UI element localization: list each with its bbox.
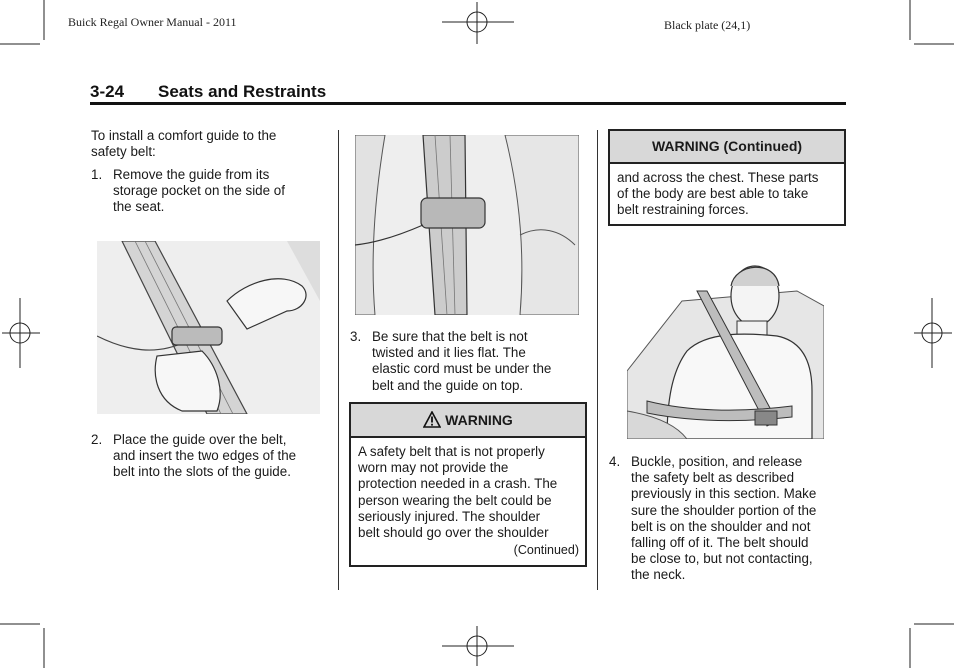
intro-line: safety belt:: [91, 144, 156, 160]
step-line: sure the shoulder portion of the: [631, 502, 817, 518]
warning-body: [351, 438, 585, 558]
step-line: previously in this section. Make: [631, 486, 817, 502]
step-line: belt is on the shoulder and not: [631, 518, 811, 534]
step-line: the neck.: [631, 567, 686, 583]
warning-continued-box: [608, 129, 846, 226]
warning-title: WARNING: [445, 412, 513, 428]
step-1: [91, 167, 331, 219]
warning-header: [351, 404, 585, 438]
step-number: 2.: [91, 432, 103, 447]
step-line: belt and the guide on top.: [372, 377, 524, 393]
page-number: 3-24: [90, 82, 125, 101]
comfort-guide-illustration-1: [97, 241, 320, 414]
step-2: [91, 432, 331, 484]
step-4: [609, 454, 849, 586]
step-line: storage pocket on the side of: [113, 183, 285, 199]
step-line: the seat.: [113, 199, 165, 215]
step-line: Place the guide over the belt,: [113, 432, 287, 447]
step-line: and insert the two edges of the: [113, 448, 297, 464]
warning-line: belt should go over the shoulder: [358, 525, 549, 541]
warning-line: protection needed in a crash. The: [358, 476, 558, 492]
column-divider-1: [338, 130, 339, 590]
intro-line: To install a comfort guide to the: [91, 128, 277, 143]
warning-continued-body: [610, 164, 844, 219]
warning-line: worn may not provide the: [358, 460, 509, 476]
step-line: be close to, but not contacting,: [631, 551, 813, 567]
plate-label: Black plate (24,1): [664, 18, 751, 32]
step-line: the safety belt as described: [631, 470, 795, 486]
warning-line: and across the chest. These parts: [617, 170, 819, 185]
comfort-guide-illustration-2: [355, 135, 579, 315]
step-number: 4.: [609, 454, 621, 469]
warning-box: [349, 402, 587, 567]
intro-paragraph: [91, 128, 331, 160]
step-number: 1.: [91, 167, 103, 182]
step-number: 3.: [350, 329, 362, 344]
warning-triangle-icon: [423, 411, 441, 428]
step-line: belt into the slots of the guide.: [113, 464, 291, 480]
warning-line: A safety belt that is not properly: [358, 444, 545, 459]
step-line: falling off of it. The belt should: [631, 535, 809, 551]
continued-label: (Continued): [513, 543, 579, 558]
step-3: [350, 329, 590, 397]
warning-line: belt restraining forces.: [617, 202, 749, 218]
section-title: Seats and Restraints: [158, 82, 327, 101]
step-line: twisted and it lies flat. The: [372, 345, 526, 361]
seated-occupant-illustration: [627, 261, 824, 439]
warning-line: seriously injured. The shoulder: [358, 508, 541, 524]
warning-line: of the body are best able to take: [617, 186, 809, 202]
column-divider-2: [597, 130, 598, 590]
step-line: Remove the guide from its: [113, 167, 270, 182]
step-line: Buckle, position, and release: [631, 454, 803, 469]
warning-continued-header: WARNING (Continued): [610, 131, 844, 164]
step-line: Be sure that the belt is not: [372, 329, 528, 344]
step-line: elastic cord must be under the: [372, 361, 552, 377]
warning-line: person wearing the belt could be: [358, 492, 552, 508]
heading-rule: [90, 102, 846, 105]
manual-title: Buick Regal Owner Manual - 2011: [68, 15, 237, 29]
